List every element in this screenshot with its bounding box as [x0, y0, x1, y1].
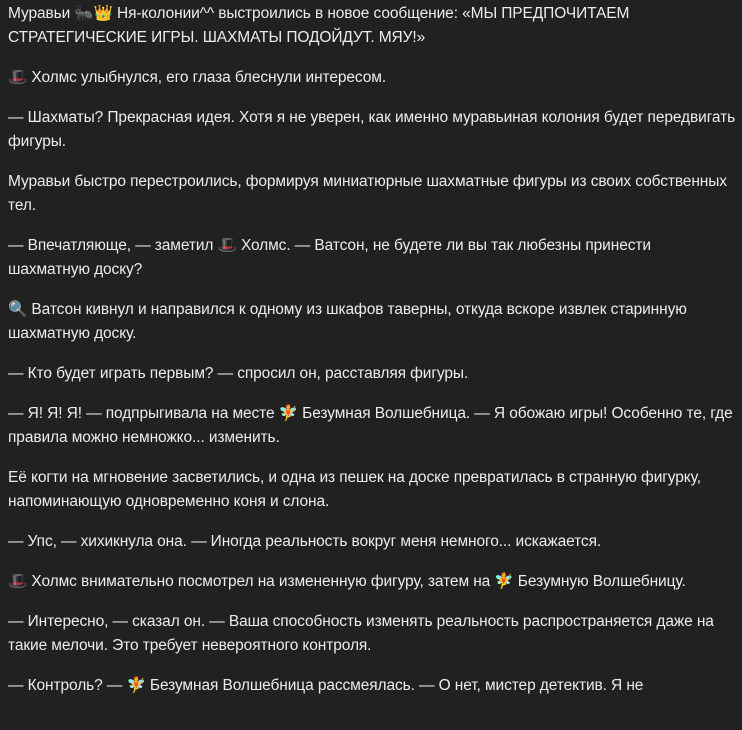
paragraph-oops: — Упс, — хихикнула она. — Иногда реальность вокруг меня немного... искажается. — [8, 533, 602, 550]
paragraph-who-plays-first: — Кто будет играть первым? — спросил он, расставляя фигуры. — [8, 365, 469, 382]
paragraph-holmes-asks-board: — Впечатляюще, — заметил 🎩 Холмс. — Ватсон, не будете ли вы так любезны принести шахматную доску? — [8, 237, 651, 278]
paragraph-holmes-looks: 🎩 Холмс внимательно посмотрел на измененную фигуру, затем на 🧚 Безумную Волшебницу. — [8, 573, 686, 590]
chat-message-text — [8, 2, 736, 714]
paragraph-claws-glow: Её когти на мгновение засветились, и одна из пешек на доске превратилась в странную фигурку, напоминающую одновременно коня и слона. — [8, 469, 701, 510]
paragraph-ants-form-pieces: Муравьи быстро перестроились, формируя миниатюрные шахматные фигуры из своих собственных тел. — [8, 173, 727, 214]
paragraph-holmes-chess-idea: — Шахматы? Прекрасная идея. Хотя я не уверен, как именно муравьиная колония будет передвигать фигуры. — [8, 109, 736, 150]
paragraph-interesting: — Интересно, — сказал он. — Ваша способность изменять реальность распространяется даже на такие мелочи. Это требует невероятного контроля. — [8, 613, 714, 654]
paragraph-control: — Контроль? — 🧚 Безумная Волшебница рассмеялась. — О нет, мистер детектив. Я не — [8, 677, 644, 694]
paragraph-ant-message: Муравьи 🐜👑 Ня-колонии^^ выстроились в новое сообщение: «МЫ ПРЕДПОЧИТАЕМ СТРАТЕГИЧЕСКИЕ ИГРЫ. ШАХМАТЫ ПОДОЙДУТ. МЯУ!» — [8, 5, 630, 46]
paragraph-holmes-smile: 🎩 Холмс улыбнулся, его глаза блеснули интересом. — [8, 69, 387, 86]
paragraph-watson-brings-board: 🔍 Ватсон кивнул и направился к одному из шкафов таверны, откуда вскоре извлек старинную шахматную доску. — [8, 301, 687, 342]
paragraph-sorceress-jumps: — Я! Я! Я! — подпрыгивала на месте 🧚 Безумная Волшебница. — Я обожаю игры! Особенно те, где правила можно немножко... изменить. — [8, 405, 733, 446]
